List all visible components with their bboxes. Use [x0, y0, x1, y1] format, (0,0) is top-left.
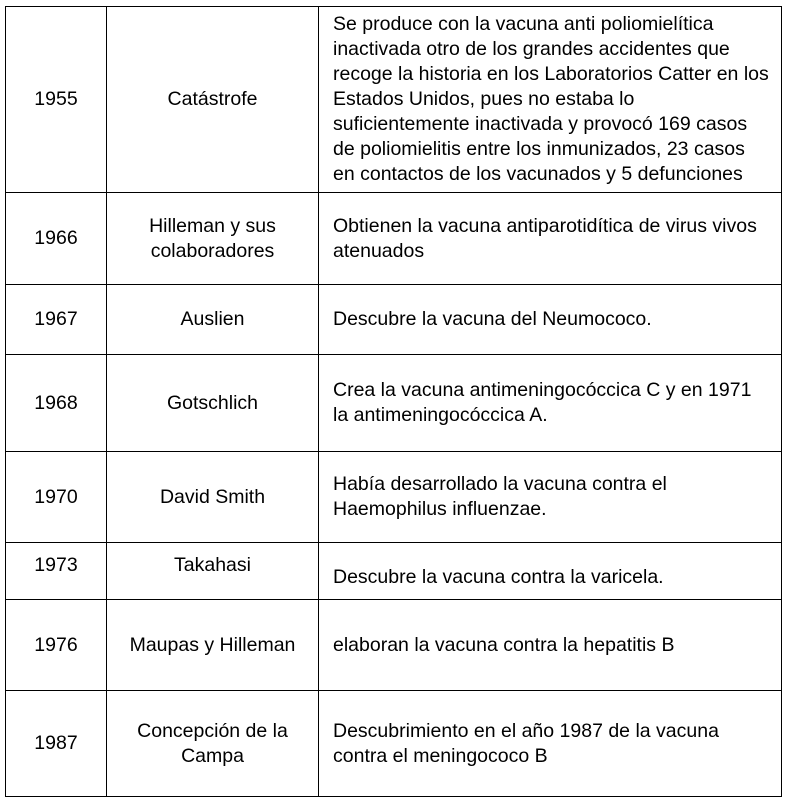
year-cell: 1966 — [6, 193, 107, 285]
table-row — [6, 543, 782, 600]
year-cell: 1955 — [6, 7, 107, 193]
description-cell: Descubre la vacuna contra la varicela. — [319, 543, 782, 600]
table-row — [6, 691, 782, 797]
person-cell: Maupas y Hilleman — [107, 600, 319, 691]
description-cell: elaboran la vacuna contra la hepatitis B — [319, 600, 782, 691]
description-cell: Había desarrollado la vacuna contra el Haemophilus influenzae. — [319, 452, 782, 543]
person-cell: Hilleman y sus colaboradores — [107, 193, 319, 285]
person-cell: Catástrofe — [107, 7, 319, 193]
person-cell: David Smith — [107, 452, 319, 543]
year-cell: 1967 — [6, 285, 107, 355]
year-cell: 1970 — [6, 452, 107, 543]
vaccine-history-table — [5, 6, 782, 797]
description-cell: Se produce con la vacuna anti poliomielítica inactivada otro de los grandes accidentes que recoge la historia en los Laboratorios Catter en los Estados Unidos, pues no estaba lo suficientemente inactivada y provocó 169 casos de poliomielitis entre los inmunizados, 23 casos en contactos de los vacunados y 5 defunciones — [319, 7, 782, 193]
table-row — [6, 452, 782, 543]
person-cell: Concepción de la Campa — [107, 691, 319, 797]
person-cell: Auslien — [107, 285, 319, 355]
description-cell: Crea la vacuna antimeningocóccica C y en 1971 la antimeningocóccica A. — [319, 355, 782, 452]
description-cell: Descubrimiento en el año 1987 de la vacuna contra el meningococo B — [319, 691, 782, 797]
year-cell: 1973 — [6, 543, 107, 600]
table-row — [6, 285, 782, 355]
year-cell: 1987 — [6, 691, 107, 797]
description-cell: Descubre la vacuna del Neumococo. — [319, 285, 782, 355]
description-cell: Obtienen la vacuna antiparotidítica de virus vivos atenuados — [319, 193, 782, 285]
person-cell: Takahasi — [107, 543, 319, 600]
year-cell: 1968 — [6, 355, 107, 452]
table-row — [6, 355, 782, 452]
table-row — [6, 7, 782, 193]
table-row — [6, 600, 782, 691]
table-row — [6, 193, 782, 285]
person-cell: Gotschlich — [107, 355, 319, 452]
year-cell: 1976 — [6, 600, 107, 691]
